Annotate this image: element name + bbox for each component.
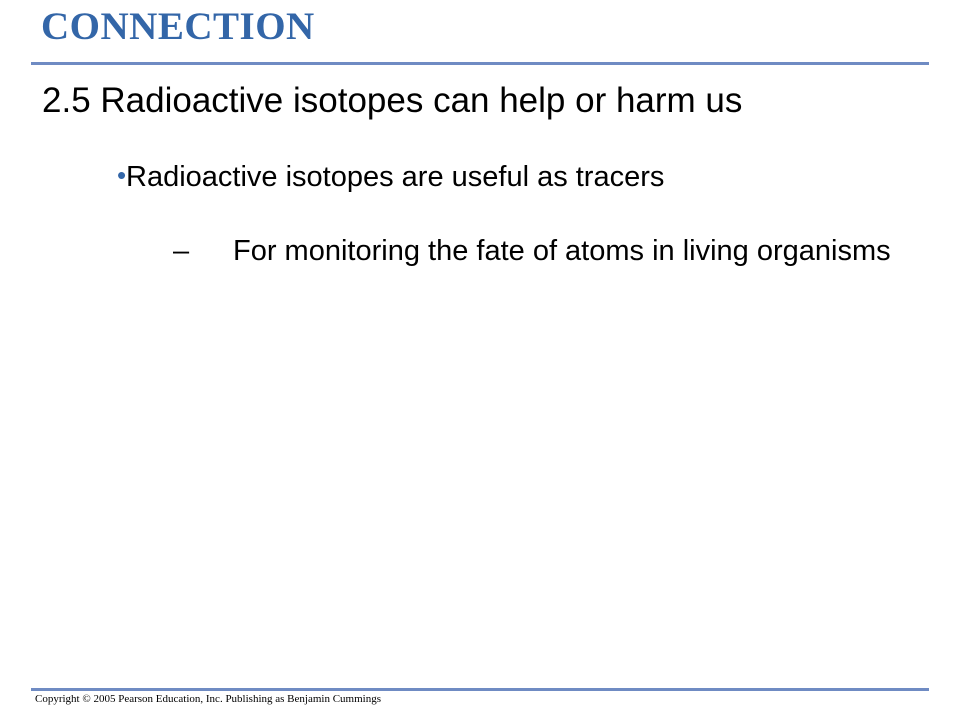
footer-divider (31, 688, 929, 691)
bullet-marker: • (117, 160, 127, 190)
sub-bullet-marker: – (173, 235, 190, 267)
slide-title: 2.5 Radioactive isotopes can help or harm us (42, 81, 743, 120)
bullet-item (117, 160, 664, 195)
sub-bullet-text: For monitoring the fate of atoms in living organisms (233, 235, 891, 267)
bullet-text: Radioactive isotopes are useful as tracers (126, 161, 665, 193)
copyright-notice: Copyright © 2005 Pearson Education, Inc. Publishing as Benjamin Cummings (35, 693, 381, 705)
header-divider (31, 62, 929, 65)
sub-bullet-item (173, 234, 913, 269)
section-label: CONNECTION (41, 5, 315, 48)
